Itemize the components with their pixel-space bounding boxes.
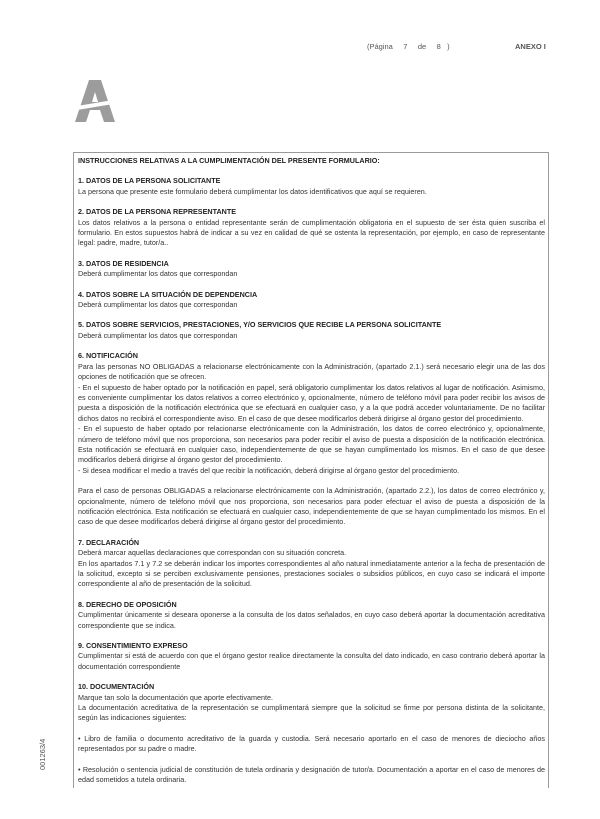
section-title: 3. DATOS DE RESIDENCIA — [78, 258, 169, 268]
document-code: 001263/4 — [38, 738, 47, 770]
section-paragraph: Para las personas NO OBLIGADAS a relacionarse electrónicamente con la Administración, (apartado 2.1.) será necesario elegir una de las dos opciones de notificación que se ofrecen. — [78, 361, 545, 382]
paragraph-gap — [78, 476, 545, 486]
section-paragraph: - En el supuesto de haber optado por la notificación en papel, será obligatorio cumplimentar los datos relativos al lugar de notificación. Asimismo, es conveniente cumplimentar los datos relativos a correo electrónico y, opcionalmente, número de teléfono móvil para poder recibir los avisos de puesta a disposición de la notificación electrónica que se efectuará en cualquier caso, y a la que podrá acceder voluntariamente. De no facilitar dichos datos no recibirá el correspondiente aviso. En el caso de que desee modificarlos deberá dirigirse al órgano gestor del procedimiento. — [78, 382, 545, 423]
paragraph-gap — [78, 755, 545, 765]
page-of: de — [417, 42, 427, 51]
section-paragraph: Los datos relativos a la persona o entidad representante serán de cumplimentación obligatoria en el supuesto de ser ésta quien suscriba el formulario. En estos supuestos habrá de indicar a su vez en calidad de qué se ostenta la representación, por ejemplo, en caso de representante legal: padre, madre, tutor/a.. — [78, 217, 545, 248]
section-title: 10. DOCUMENTACIÓN — [78, 682, 155, 692]
section-paragraph: La persona que presente este formulario deberá cumplimentar los datos identificativos que aquí se requieren. — [78, 186, 427, 196]
section-paragraph: • Libro de familia o documento acreditativo de la guarda y custodia. Será necesario aportarlo en el caso de menores de dieciocho años representados por su padre o madre. — [78, 733, 545, 754]
instructions-heading: INSTRUCCIONES RELATIVAS A LA CUMPLIMENTACIÓN DEL PRESENTE FORMULARIO: — [78, 156, 380, 165]
section-paragraph: La documentación acreditativa de la representación se cumplimentará siempre que la solicitud se firme por persona distinta de la solicitante, según las indicaciones siguientes: — [78, 703, 545, 723]
section-title: 2. DATOS DE LA PERSONA REPRESENTANTE — [78, 207, 237, 217]
section-paragraph: Deberá cumplimentar los datos que correspondan — [78, 330, 238, 340]
page-label: (Página — [367, 42, 393, 51]
section-paragraph: • Resolución o sentencia judicial de constitución de tutela ordinaria y designación de tutor/a. Documentación a aportar en el caso de menores de edad sometidos a tutela ordinaria. — [78, 764, 545, 785]
section-paragraph: Deberá cumplimentar los datos que correspondan — [78, 269, 238, 279]
section-title: 7. DECLARACIÓN — [78, 537, 140, 547]
page-current: 7 — [403, 42, 408, 51]
page-number — [367, 42, 450, 51]
section-paragraph: Deberá cumplimentar los datos que correspondan — [78, 300, 238, 310]
section-paragraph: Cumplimentar únicamente si deseara oponerse a la consulta de los datos señalados, en cuyo caso deberá aportar la documentación acreditativa correspondiente que se indica. — [78, 610, 545, 630]
sections-container — [78, 176, 545, 785]
instructions-box — [73, 152, 549, 788]
section-title: 8. DERECHO DE OPOSICIÓN — [78, 599, 177, 609]
paragraph-gap — [78, 724, 545, 734]
section-paragraph: Cumplimentar si está de acuerdo con que el órgano gestor realice directamente la consulta del dato indicado, en caso contrario deberá aportar la documentación correspondiente — [78, 651, 545, 671]
section-paragraph: - En el supuesto de haber optado por relacionarse electrónicamente con la Administración, los datos de correo electrónico y, opcionalmente, número de teléfono móvil que nos proporciona, son necesarios para poder recibir el aviso de puesta a disposición de la notificación electrónica. Esta notificación se efectuará en cualquier caso, independientemente de que se hayan cumplimentado los mismos. En el caso de que desee modificarlos deberá dirigirse al órgano gestor del procedimiento. — [78, 424, 545, 465]
section-paragraph: Deberá marcar aquellas declaraciones que correspondan con su situación concreta. — [78, 548, 347, 558]
section-paragraph: Para el caso de personas OBLIGADAS a relacionarse electrónicamente con la Administración, (apartado 2.2.), los datos de correo electrónico y, opcionalmente, número de teléfono móvil que nos proporciona, son necesarios para poder efectuar el aviso de puesta a disposición de la notificación electrónica. Esta notificación se efectuará en cualquier caso, independientemente de que se hayan cumplimentado los mismos. En el caso de que desee modificarlos deberá dirigirse al órgano gestor del procedimiento. — [78, 486, 545, 527]
section-title: 9. CONSENTIMIENTO EXPRESO — [78, 641, 188, 651]
section-title: 5. DATOS SOBRE SERVICIOS, PRESTACIONES, Y/O SERVICIOS QUE RECIBE LA PERSONA SOLICITANTE — [78, 320, 442, 330]
junta-andalucia-logo — [75, 80, 115, 122]
page-total: 8 — [436, 42, 441, 51]
annex-label: ANEXO I — [515, 42, 546, 51]
section-paragraph: - Si desea modificar el medio a través del que recibir la notificación, deberá dirigirse al órgano gestor del procedimiento. — [78, 465, 460, 475]
section-title: 4. DATOS SOBRE LA SITUACIÓN DE DEPENDENCIA — [78, 289, 258, 299]
page-close: ) — [447, 42, 450, 51]
section-title: 6. NOTIFICACIÓN — [78, 351, 138, 361]
section-title: 1. DATOS DE LA PERSONA SOLICITANTE — [78, 176, 221, 186]
section-paragraph: Marque tan solo la documentación que aporte efectivamente. — [78, 692, 273, 702]
section-paragraph: En los apartados 7.1 y 7.2 se deberán indicar los importes correspondientes al año natural inmediatamente anterior a la fecha de presentación de la solicitud, excepto si se perciben exclusivamente pensiones, prestaciones sociales o subsidios públicos, en cuyo caso se indicará el importe correspondiente al año de presentación de la solicitud. — [78, 558, 545, 589]
